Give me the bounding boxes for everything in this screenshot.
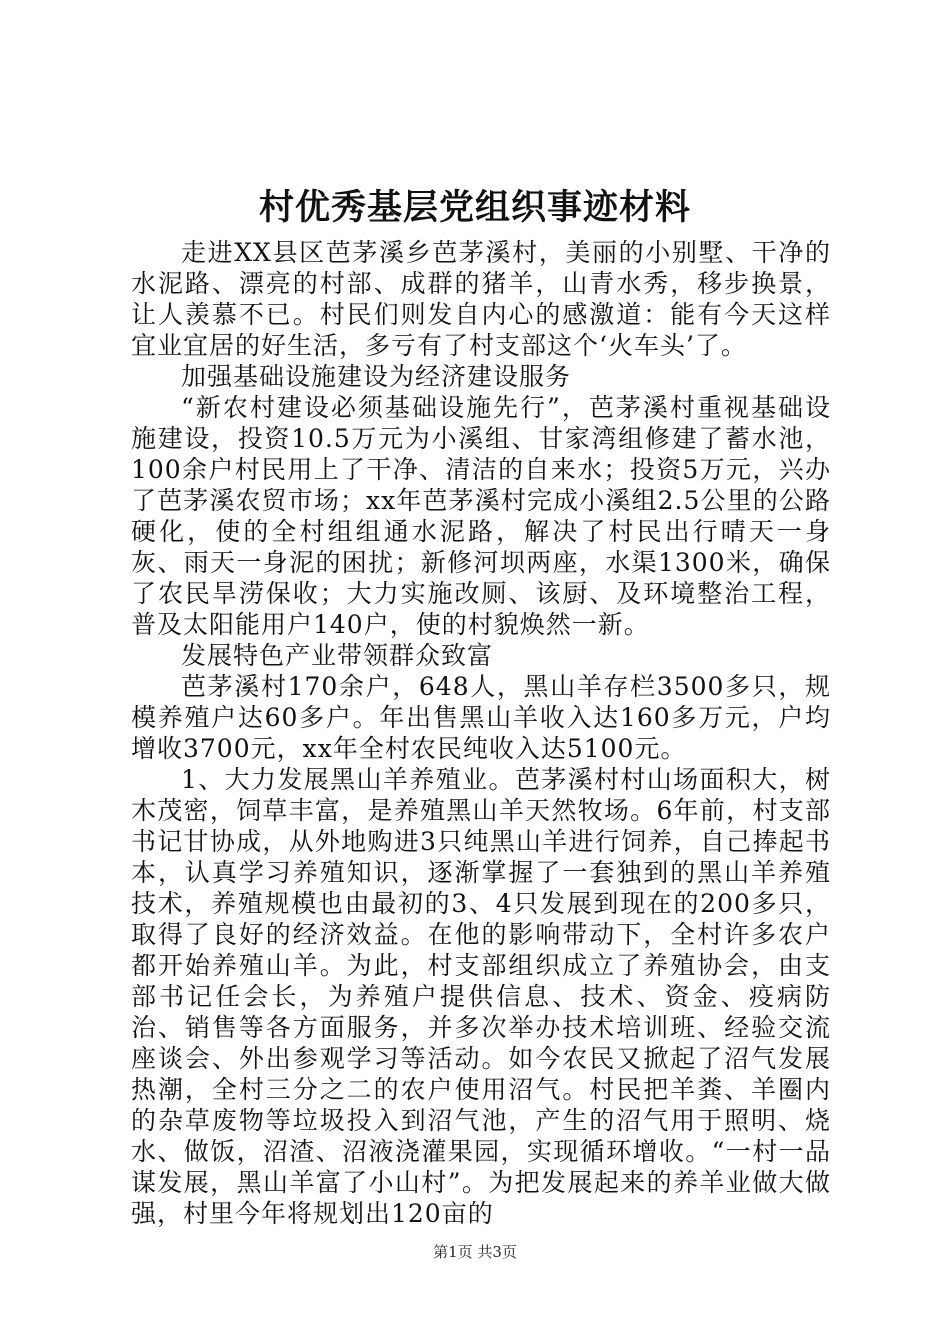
- page-title: 村优秀基层党组织事迹材料: [258, 187, 691, 228]
- paragraph-intro: 走进XX县区芭茅溪乡芭茅溪村，美丽的小别墅、干净的水泥路、漂亮的村部、成群的猪羊，山青水秀，移步换景，让人羡慕不已。村民们则发自内心的感激道：能有今天这样宜业宜居的好生活，多亏有了村支部这个‘火车头’了。: [131, 238, 831, 360]
- paragraph-goat-farming: 1、大力发展黑山羊养殖业。芭茅溪村村山场面积大，树木茂密，饲草丰富，是养殖黑山羊天然牧场。6年前，村支部书记甘协成，从外地购进3只纯黑山羊进行饲养，自己捧起书本，认真学习养殖知识，逐渐掌握了一套独到的黑山羊养殖技术，养殖规模也由最初的3、4只发展到现在的200多只，取得了良好的经济效益。在他的影响带动下，全村许多农户都开始养殖山羊。为此，村支部组织成立了养殖协会，由支部书记任会长，为养殖户提供信息、技术、资金、疫病防治、销售等各方面服务，并多次举办技术培训班、经验交流座谈会、外出参观学习等活动。如今农民又掀起了沼气发展热潮，全村三分之二的农户使用沼气。村民把羊粪、羊圈内的杂草废物等垃圾投入到沼气池，产生的沼气用于照明、烧水、做饭，沼渣、沼液浇灌果园，实现循环增收。“一村一品谋发展，黑山羊富了小山村”。为把发展起来的养羊业做大做强，村里今年将规划出120亩的: [131, 765, 831, 1228]
- section-heading-infrastructure: 加强基础设施建设为经济建设服务: [181, 362, 572, 391]
- paragraph-industry-stats: 芭茅溪村170余户，648人，黑山羊存栏3500多只，规模养殖户达60多户。年出售黑山羊收入达160多万元，户均增收3700元，xx年全村农民纯收入达5100元。: [131, 672, 831, 763]
- document-body: [131, 237, 831, 1229]
- section-heading-industry: 发展特色产业带领群众致富: [181, 641, 494, 670]
- page-footer: 第1页 共3页: [433, 1243, 517, 1261]
- paragraph-infrastructure: “新农村建设必须基础设施先行”，芭茅溪村重视基础设施建设，投资10.5万元为小溪组、甘家湾组修建了蓄水池，100余户村民用上了干净、清洁的自来水；投资5万元，兴办了芭茅溪农贸市场；xx年芭茅溪村完成小溪组2.5公里的公路硬化，使的全村组组通水泥路，解决了村民出行晴天一身灰、雨天一身泥的困扰；新修河坝两座，水渠1300米，确保了农民旱涝保收；大力实施改厕、该厨、及环境整治工程，普及太阳能用户140户，使的村貌焕然一新。: [131, 393, 831, 639]
